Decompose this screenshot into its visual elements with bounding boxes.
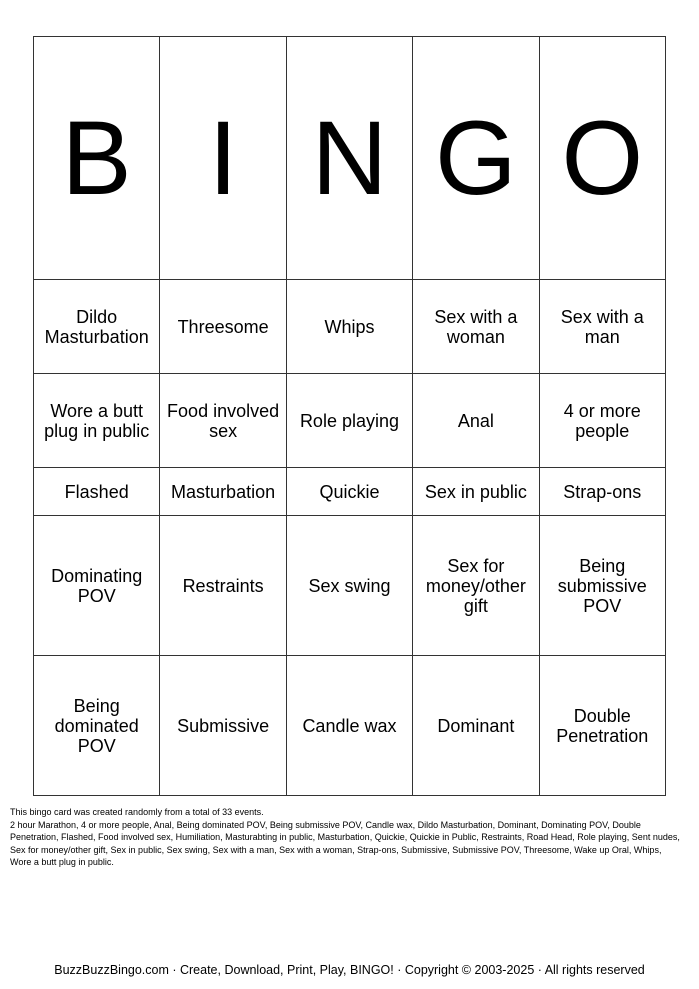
bingo-cell: Sex in public <box>413 468 539 516</box>
bingo-cell: Whips <box>286 280 412 374</box>
bingo-cell: Submissive <box>160 656 286 796</box>
bingo-row <box>34 468 666 516</box>
header-letter-o: O <box>539 37 665 280</box>
bingo-row <box>34 374 666 468</box>
bingo-cell: Candle wax <box>286 656 412 796</box>
footnote-event-list: 2 hour Marathon, 4 or more people, Anal, Being dominated POV, Being submissive POV, Candle wax, Dildo Masturbation, Dominant, Dominating POV, Double Penetration, Flashed, Food involved sex, Humiliation, Masturabting in public, Masturbation, Quickie, Quickie in Public, Restraints, Road Head, Role playing, Sent nudes, Sex for money/other gift, Sex in public, Sex swing, Sex with a man, Sex with a woman, Strap-ons, Submissive, Submissive POV, Threesome, Wake up Oral, Whips, Wore a butt plug in public. <box>10 819 680 867</box>
header-letter-g: G <box>413 37 539 280</box>
bingo-cell: Sex swing <box>286 516 412 656</box>
site-footer: BuzzBuzzBingo.com · Create, Download, Print, Play, BINGO! · Copyright © 2003-2025 · All rights reserved <box>54 963 645 977</box>
event-footnote <box>10 806 684 869</box>
bingo-header-row <box>34 37 666 280</box>
bingo-row <box>34 280 666 374</box>
bingo-card <box>33 36 666 796</box>
bingo-cell: Strap-ons <box>539 468 665 516</box>
bingo-cell: Quickie <box>286 468 412 516</box>
bingo-cell: Food involved sex <box>160 374 286 468</box>
bingo-cell: Restraints <box>160 516 286 656</box>
bingo-cell: Dominant <box>413 656 539 796</box>
header-letter-b: B <box>34 37 160 280</box>
bingo-cell: Sex with a woman <box>413 280 539 374</box>
bingo-cell: Sex for money/other gift <box>413 516 539 656</box>
header-letter-n: N <box>286 37 412 280</box>
bingo-cell: Wore a butt plug in public <box>34 374 160 468</box>
bingo-cell: Flashed <box>34 468 160 516</box>
bingo-row <box>34 656 666 796</box>
bingo-cell: Being dominated POV <box>34 656 160 796</box>
bingo-cell: Role playing <box>286 374 412 468</box>
bingo-row <box>34 516 666 656</box>
bingo-cell: Dildo Masturbation <box>34 280 160 374</box>
bingo-cell: Being submissive POV <box>539 516 665 656</box>
footnote-intro: This bingo card was created randomly from a total of 33 events. <box>10 807 264 817</box>
bingo-cell: Masturbation <box>160 468 286 516</box>
bingo-cell: Sex with a man <box>539 280 665 374</box>
header-letter-i: I <box>160 37 286 280</box>
bingo-cell: Dominating POV <box>34 516 160 656</box>
bingo-cell: Anal <box>413 374 539 468</box>
bingo-cell: 4 or more people <box>539 374 665 468</box>
bingo-cell: Double Penetration <box>539 656 665 796</box>
bingo-cell: Threesome <box>160 280 286 374</box>
